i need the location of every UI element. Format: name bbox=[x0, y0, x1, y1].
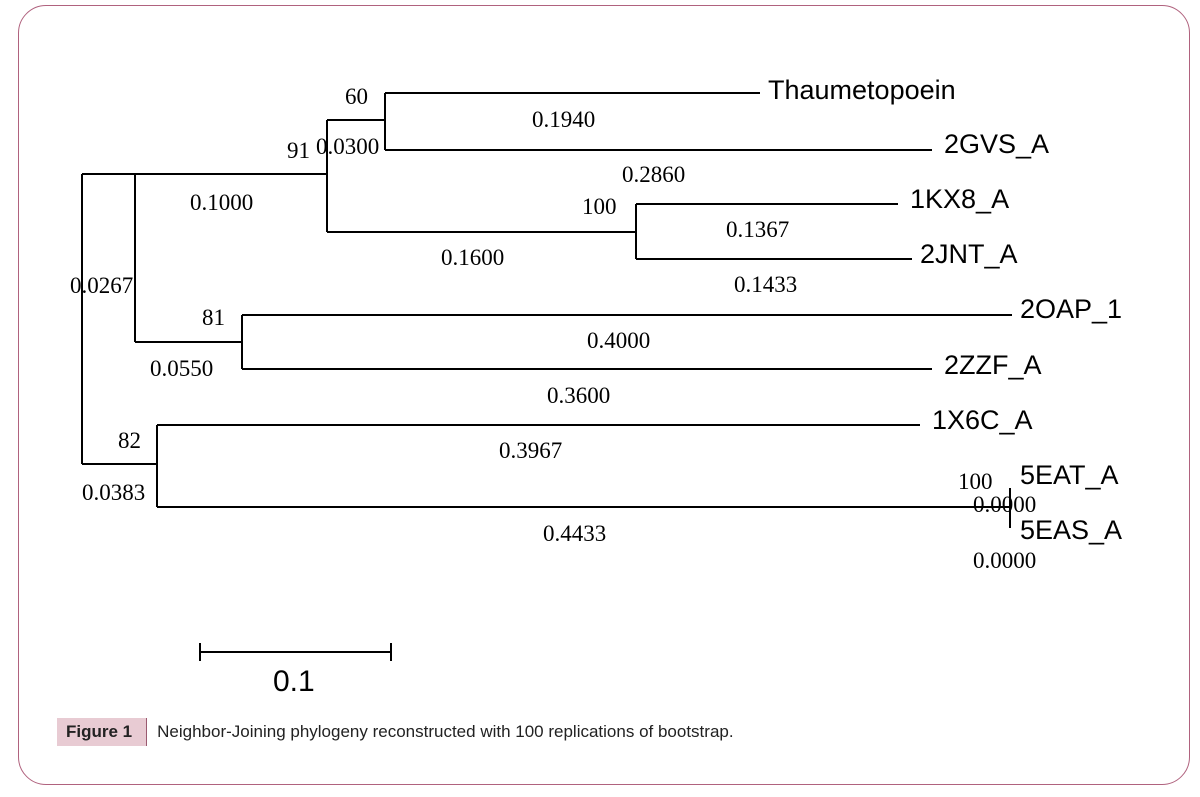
branch-length: 0.0000 bbox=[973, 548, 1037, 573]
bootstrap-values bbox=[118, 84, 993, 494]
leaf-label: 1X6C_A bbox=[932, 405, 1033, 435]
branch-length: 0.1940 bbox=[532, 107, 596, 132]
figure-caption bbox=[57, 718, 734, 746]
branch-length: 0.1000 bbox=[190, 190, 254, 215]
branch-length: 0.0550 bbox=[150, 356, 214, 381]
branch-length: 0.0267 bbox=[70, 273, 134, 298]
leaf-label: 1KX8_A bbox=[910, 184, 1010, 214]
branch-length: 0.3967 bbox=[499, 438, 563, 463]
branch-length: 0.1367 bbox=[726, 217, 790, 242]
branch-length: 0.4433 bbox=[543, 521, 607, 546]
branch-length: 0.2860 bbox=[622, 162, 686, 187]
bootstrap-value: 100 bbox=[958, 469, 993, 494]
bootstrap-value: 81 bbox=[202, 305, 225, 330]
leaf-label: 5EAS_A bbox=[1020, 515, 1123, 545]
leaf-labels bbox=[768, 75, 1122, 545]
leaf-label: 5EAT_A bbox=[1020, 460, 1119, 490]
branch-length: 0.1600 bbox=[441, 245, 505, 270]
scale-bar-label: 0.1 bbox=[273, 665, 315, 698]
branch-length: 0.4000 bbox=[587, 328, 651, 353]
branch-length: 0.3600 bbox=[547, 383, 611, 408]
leaf-label: Thaumetopoein bbox=[768, 75, 956, 105]
leaf-label: 2ZZF_A bbox=[944, 350, 1042, 380]
leaf-label: 2OAP_1 bbox=[1020, 294, 1123, 324]
branch-length: 0.0300 bbox=[316, 134, 380, 159]
bootstrap-value: 60 bbox=[345, 84, 368, 109]
figure-label: Figure 1 bbox=[57, 718, 147, 746]
caption-text: Neighbor-Joining phylogeny reconstructed with 100 replications of bootstrap. bbox=[157, 722, 734, 741]
scale-bar bbox=[200, 643, 391, 698]
bootstrap-value: 91 bbox=[287, 138, 310, 163]
leaf-label: 2JNT_A bbox=[920, 239, 1018, 269]
branch-length: 0.0383 bbox=[82, 480, 146, 505]
bootstrap-value: 82 bbox=[118, 428, 141, 453]
branch-length: 0.1433 bbox=[734, 272, 798, 297]
bootstrap-value: 100 bbox=[582, 194, 617, 219]
leaf-label: 2GVS_A bbox=[944, 129, 1050, 159]
branch-length-labels bbox=[70, 107, 1036, 573]
branch-length: 0.0000 bbox=[973, 492, 1037, 517]
